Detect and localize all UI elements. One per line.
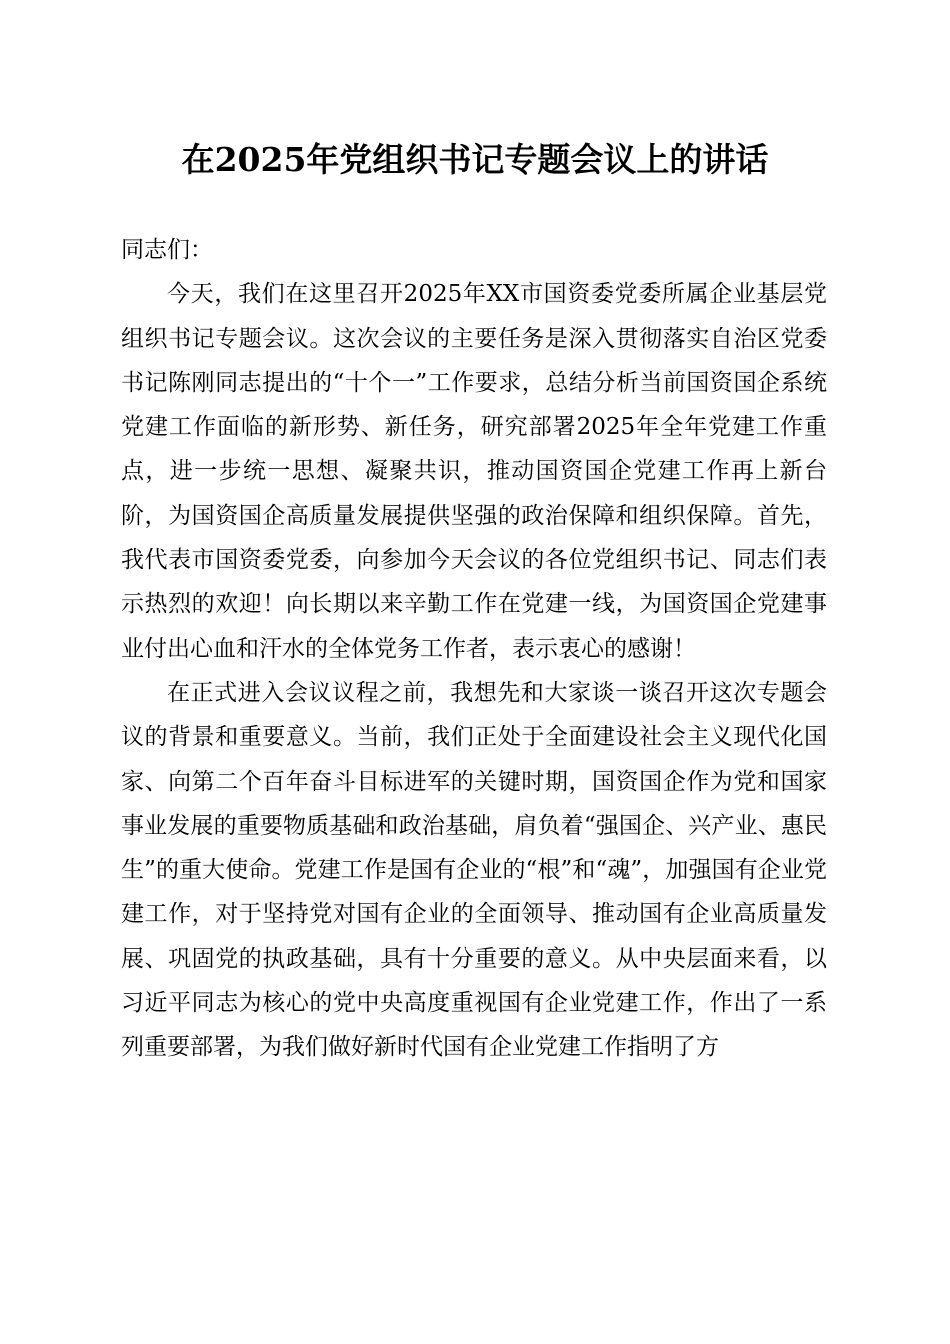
document-body [121, 228, 827, 1188]
paragraph-1: 今天，我们在这里召开2025年XX市国资委党委所属企业基层党组织书记专题会议。这次会议的主要任务是深入贯彻落实自治区党委书记陈刚同志提出的“十个一”工作要求，总结分析当前国资国企系统党建工作面临的新形势、新任务，研究部署2025年全年党建工作重点，进一步统一思想、凝聚共识，推动国资国企党建工作再上新台阶，为国资国企高质量发展提供坚强的政治保障和组织保障。首先，我代表市国资委党委，向参加今天会议的各位党组织书记、同志们表示热烈的欢迎！向长期以来辛勤工作在党建一线，为国资国企党建事业付出心血和汗水的全体党务工作者，表示衷心的感谢！ [121, 281, 827, 662]
salutation: 同志们： [121, 237, 213, 263]
document-title: 在2025年党组织书记专题会议上的讲话 [181, 140, 769, 179]
paragraph-2: 在正式进入会议议程之前，我想先和大家谈一谈召开这次专题会议的背景和重要意义。当前，我们正处于全面建设社会主义现代化国家、向第二个百年奋斗目标进军的关键时期，国资国企作为党和国家事业发展的重要物质基础和政治基础，肩负着“强国企、兴产业、惠民生”的重大使命。党建工作是国有企业的“根”和“魂”，加强国有企业党建工作，对于坚持党对国有企业的全面领导、推动国有企业高质量发展、巩固党的执政基础，具有十分重要的意义。从中央层面来看，以习近平同志为核心的党中央高度重视国有企业党建工作，作出了一系列重要部署，为我们做好新时代国有企业党建工作指明了方 [121, 679, 827, 1061]
